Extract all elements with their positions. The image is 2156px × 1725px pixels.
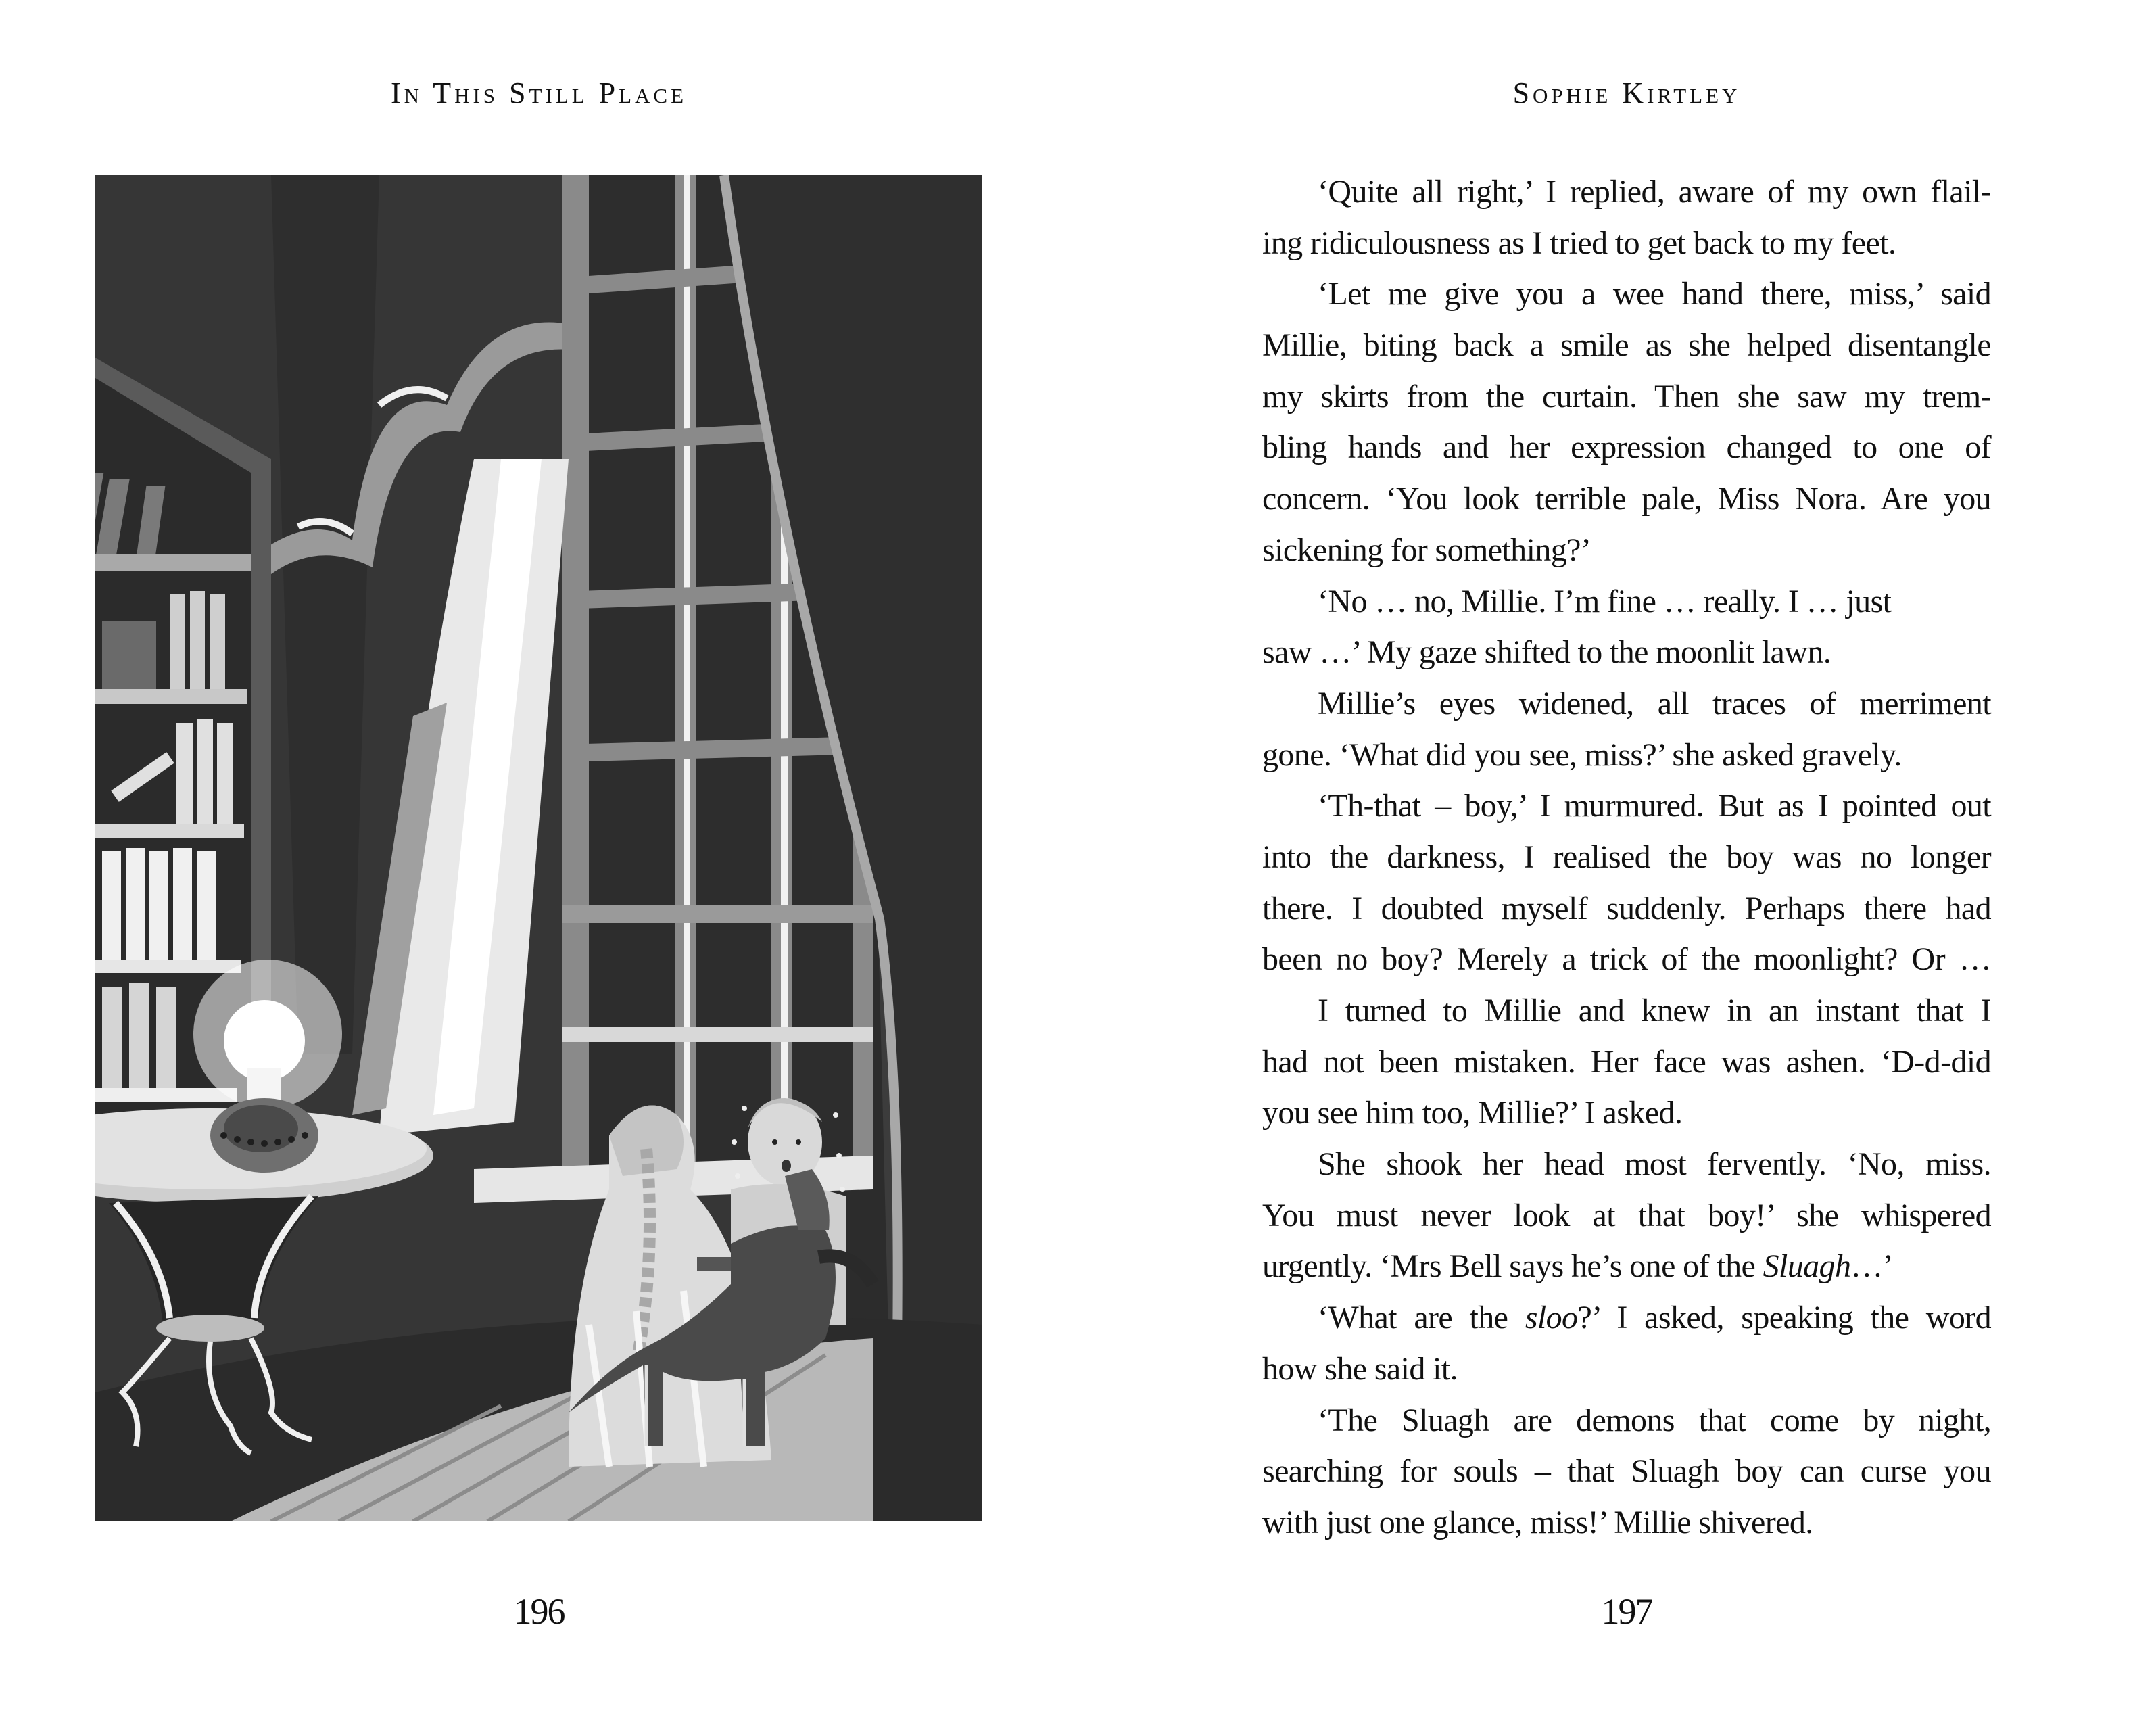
text-line: She shook her head most fervently. ‘No, miss. [1318,1146,1991,1183]
page-number-left: 196 [513,1591,565,1632]
text-line: my skirts from the curtain. Then she saw my trem- [1262,378,1991,415]
text-line: gone. ‘What did you see, miss?’ she asked gravely. [1262,736,1902,773]
text-line: bling hands and her expression changed to one of [1262,429,1991,466]
running-head-book-title: In This Still Place [390,76,688,110]
text-line: there. I doubted myself suddenly. Perhaps there had [1262,890,1991,926]
text-line: Millie’s eyes widened, all traces of merriment [1318,685,1991,722]
text-line [1262,1292,1991,1344]
text-line: been no boy? Merely a trick of the moonlight? Or … [1262,941,1991,978]
text-run: urgently. ‘Mrs Bell says he’s one of the [1262,1248,1763,1285]
body-text [1262,166,1991,1549]
text-run: ?’ I asked, speaking the word [1577,1300,1992,1336]
text-line: you see him too, Millie?’ I asked. [1262,1095,1683,1131]
illustration-artwork [95,175,982,1521]
text-line: into the darkness, I realised the boy was no longer [1262,838,1991,875]
text-line: ing ridiculousness as I tried to get back to my feet. [1262,225,1896,261]
italic-term: sloo [1525,1300,1578,1336]
page-number-right: 197 [1601,1591,1652,1632]
text-line: Millie, biting back a smile as she helped disentangle [1262,327,1991,364]
text-line: searching for souls – that Sluagh boy can curse you [1262,1453,1991,1490]
text-line: ‘Th-that – boy,’ I murmured. But as I pointed out [1318,788,1991,824]
running-head-author: Sophie Kirtley [1512,76,1741,110]
text-line: with just one glance, miss!’ Millie shivered. [1262,1504,1813,1540]
text-line: how she said it. [1262,1350,1458,1387]
text-line: sickening for something?’ [1262,531,1591,568]
text-run: ‘What are the [1318,1300,1525,1336]
text-line: I turned to Millie and knew in an instant that I [1318,993,1991,1029]
illustration [95,175,982,1521]
text-run: …’ [1850,1248,1894,1285]
text-line: ‘Quite all right,’ I replied, aware of my own flail- [1318,174,1991,210]
text-line: concern. ‘You look terrible pale, Miss Nora. Are you [1262,481,1991,517]
right-page [1078,0,2156,1725]
text-line: had not been mistaken. Her face was ashen. ‘D-d-did [1262,1043,1991,1080]
text-line: ‘The Sluagh are demons that come by night, [1318,1402,1991,1438]
text-line: ‘Let me give you a wee hand there, miss,’ said [1318,276,1991,312]
italic-term: Sluagh [1763,1248,1851,1285]
text-line: You must never look at that boy!’ she whispered [1262,1197,1991,1233]
text-line [1262,1241,1991,1292]
text-line: saw …’ My gaze shifted to the moonlit lawn. [1262,634,1831,671]
text-line: ‘No … no, Millie. I’m fine … really. I … just [1318,583,1892,619]
